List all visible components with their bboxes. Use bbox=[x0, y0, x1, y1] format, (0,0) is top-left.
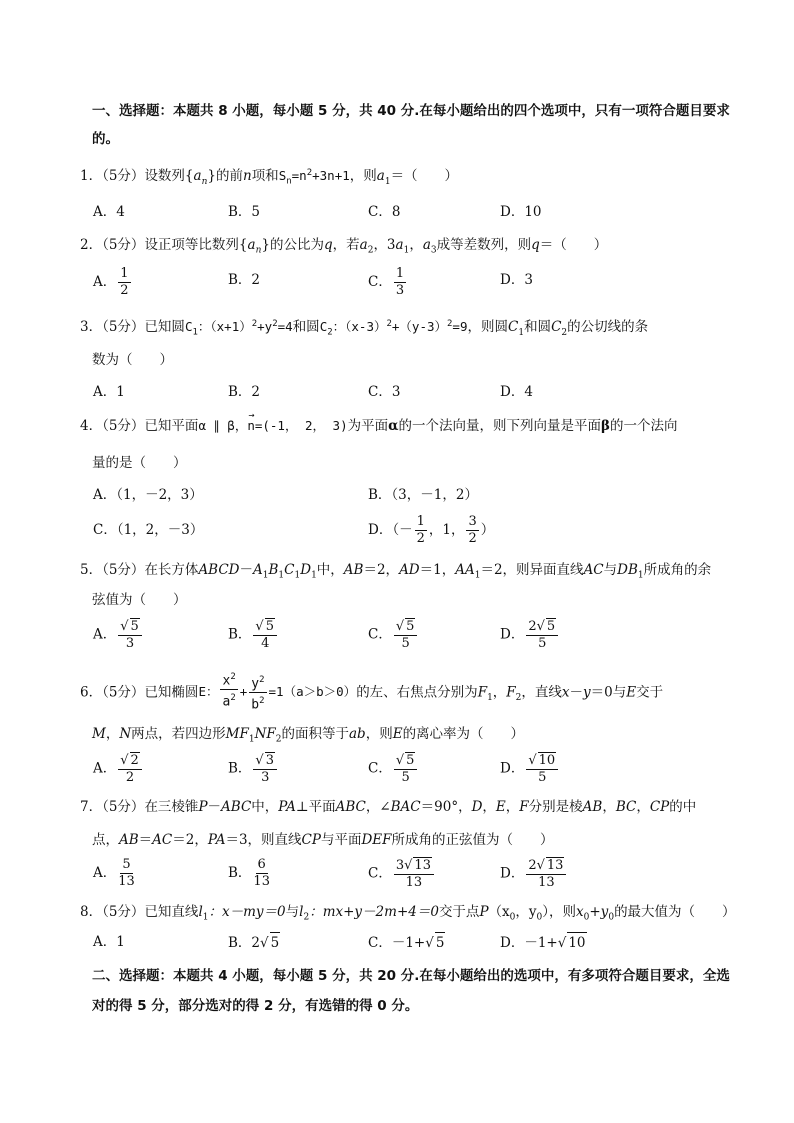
q3-option-d[interactable]: D．4 bbox=[500, 384, 533, 400]
q2-sub: 2 bbox=[367, 245, 374, 256]
q4-text: 的一个法向 bbox=[609, 418, 678, 434]
q2-text: ， bbox=[409, 237, 423, 253]
q4-option-a[interactable]: A．（1，－2，3） bbox=[93, 487, 203, 503]
q1-formula: $S_n=n^2+3n+1$ bbox=[278, 168, 350, 187]
q6-text: 已知椭圆 bbox=[144, 684, 199, 701]
q1-sub: n bbox=[201, 176, 208, 187]
q8-number: 8．（5分） bbox=[80, 904, 145, 920]
question-4: 4．（5分）已知平面α ∥ β， → n=(-1， 2， 3)为平面α的一个法向量，则下列向量是平面β的一个法向 bbox=[80, 410, 678, 434]
q6-ellipse-equation: E： $\frac{x^2}{a^2}$ + $\frac{y^2}{b^2}$ =1（a＞b＞0） bbox=[198, 684, 356, 699]
q2-option-d[interactable]: D．3 bbox=[500, 272, 533, 288]
q7-option-d[interactable]: D． $\frac{2√ 13}{13}$ bbox=[500, 857, 568, 891]
q3-circle-2: $C_2$：$(x-3)^2+(y-3)^2=9$ bbox=[319, 319, 468, 338]
q6-option-d[interactable]: D． $\frac{√ 10}{5}$ bbox=[500, 752, 560, 786]
q2-sub: n bbox=[255, 245, 262, 256]
q3-var: C bbox=[507, 319, 519, 336]
q7-option-b[interactable]: B． $\frac{6}{13}$ bbox=[228, 857, 270, 889]
q4-option-b[interactable]: B．（3，－1，2） bbox=[368, 487, 478, 503]
q2-var: a bbox=[422, 237, 431, 253]
question-5: 5．（5分）在长方体$ABCD-A_1B_1C_1D_1$中，AB＝2，AD＝1，$AA_1=2$，则异面直线AC与$DB_1$所成角的余 bbox=[80, 562, 712, 581]
q5-text: 所成角的余 bbox=[643, 562, 712, 578]
q2-var-q: q bbox=[531, 237, 540, 253]
q4-text: 的一个法向量，则下列向量是平面 bbox=[398, 418, 601, 434]
q2-var: a bbox=[247, 237, 256, 253]
q3-text: 和圆 bbox=[524, 319, 552, 336]
q6-option-b[interactable]: B． $\frac{√ 3}{3}$ bbox=[228, 752, 279, 786]
q2-text: ，若 bbox=[332, 237, 360, 253]
q2-text: ，3 bbox=[373, 237, 396, 253]
q6-option-a[interactable]: A． $\frac{√ 2}{2}$ bbox=[93, 752, 144, 786]
q5-option-a[interactable]: A． $\frac{√ 5}{3}$ bbox=[93, 618, 144, 652]
q1-option-c[interactable]: C．8 bbox=[368, 204, 401, 220]
q1-option-d[interactable]: D．10 bbox=[500, 204, 542, 220]
q1-var: a bbox=[376, 168, 385, 185]
q5-line-2: 弦值为（ ） bbox=[92, 592, 187, 608]
q8-option-b[interactable]: B．2√ 5 bbox=[228, 932, 280, 953]
q1-text: }的前 bbox=[207, 168, 243, 185]
q7-option-a[interactable]: A． $\frac{5}{13}$ bbox=[93, 857, 135, 889]
q2-var: a bbox=[359, 237, 368, 253]
q5-text: 中， bbox=[316, 562, 344, 578]
question-1 bbox=[80, 163, 458, 192]
q3-line-2: 数为（ ） bbox=[92, 352, 173, 368]
q6-line-2: M，N两点，若四边形$MF_1NF_2$的面积等于ab，则E的离心率为（ ） bbox=[92, 726, 525, 745]
q3-text: 的公切线的条 bbox=[567, 319, 649, 336]
q1-text: 设数列{ bbox=[144, 168, 194, 185]
q5-text: 在长方体 bbox=[144, 562, 199, 578]
q2-sub: 1 bbox=[403, 245, 410, 256]
section-1-header-line-2: 的。 bbox=[92, 131, 119, 147]
q7-number: 7．（5分） bbox=[80, 799, 145, 815]
q1-text: ，则 bbox=[349, 168, 377, 185]
q3-option-b[interactable]: B．2 bbox=[228, 384, 261, 400]
section-2-header-line-1: 二、选择题：本题共 4 小题，每小题 5 分，共 20 分.在每小题给出的选项中，有多项符合题目要求，全选 bbox=[92, 968, 730, 984]
question-6: 6．（5分）已知椭圆E： $\frac{x^2}{a^2}$ + $\frac{y^2}{b^2}$ =1（a＞b＞0）的左、右焦点分别为$F_1$，$F_2$，直线x－y＝0与E交于 bbox=[80, 672, 663, 714]
q6-text: 的左、右焦点分别为 bbox=[356, 684, 478, 701]
q3-option-a[interactable]: A．1 bbox=[93, 384, 125, 400]
q8-option-a[interactable]: A．1 bbox=[93, 934, 125, 950]
q1-number: 1．（5分） bbox=[80, 168, 145, 185]
q3-text: 已知圆 bbox=[144, 319, 185, 336]
q8-option-d[interactable]: D．－1+√ 10 bbox=[500, 932, 587, 953]
q1-text: 项和 bbox=[251, 168, 279, 185]
q7-line-2: 点，AB＝AC＝2，PA＝3，则直线CP与平面DEF所成角的正弦值为（ ） bbox=[92, 832, 554, 848]
q4-planes: α ∥ β， bbox=[198, 418, 248, 433]
q4-number: 4．（5分） bbox=[80, 418, 145, 434]
q5-option-d[interactable]: D． $\frac{2√ 5}{5}$ bbox=[500, 618, 560, 652]
q2-text: }的公比为 bbox=[261, 237, 324, 253]
q4-option-c[interactable]: C．（1，2，－3） bbox=[93, 522, 204, 538]
q4-option-d[interactable]: D．（－ $\frac{1}{2}$ ，1， $\frac{3}{2}$ ） bbox=[368, 514, 495, 546]
q3-number: 3．（5分） bbox=[80, 319, 145, 336]
q2-option-b[interactable]: B．2 bbox=[228, 272, 261, 288]
q6-option-c[interactable]: C． $\frac{√ 5}{5}$ bbox=[368, 752, 419, 786]
q1-sub: 1 bbox=[384, 176, 391, 187]
question-3: 3．（5分）已知圆$C_1$：$(x+1)^2+y^2=4$和圆$C_2$：$(x-3)^2+(y-3)^2=9$，则圆$C_1$和圆$C_2$的公切线的条 bbox=[80, 319, 649, 338]
question-8: 8．（5分）已知直线$l_1$：x－my＝0与$l_2$：mx+y－2m+4＝0交于点$P(x_0$，$y_0$），则$x_0+y_0$的最大值为（ ） bbox=[80, 904, 736, 923]
q4-line-2: 量的是（ ） bbox=[92, 455, 187, 471]
q2-number: 2．（5分） bbox=[80, 237, 145, 253]
q3-circle-1: $C_1$：$(x+1)^2+y^2=4$ bbox=[184, 319, 293, 338]
q3-text: 和圆 bbox=[292, 319, 320, 336]
q4-normal-vector: → n=(-1， 2， 3) bbox=[247, 410, 348, 433]
q2-text: 成等差数列，则 bbox=[436, 237, 532, 253]
question-2 bbox=[80, 235, 607, 261]
question-7: 7．（5分）在三棱锥P－ABC中，PA⊥平面ABC，∠BAC＝90°，D，E，F分别是棱AB，BC，CP的中 bbox=[80, 799, 697, 815]
q4-text: 已知平面 bbox=[144, 418, 199, 434]
q2-var: a bbox=[395, 237, 404, 253]
q3-text: ，则圆 bbox=[467, 319, 508, 336]
q1-option-a[interactable]: A．4 bbox=[93, 204, 125, 220]
q1-option-b[interactable]: B．5 bbox=[228, 204, 261, 220]
q7-option-c[interactable]: C． $\frac{3√ 13}{13}$ bbox=[368, 857, 436, 891]
q5-var: ABCD bbox=[198, 562, 240, 578]
q1-text: ＝（ ） bbox=[390, 168, 459, 185]
q2-text: 设正项等比数列{ bbox=[144, 237, 248, 253]
q2-option-c[interactable]: C． $\frac{1}{3}$ bbox=[368, 266, 405, 298]
q5-option-c[interactable]: C． $\frac{√ 5}{5}$ bbox=[368, 618, 419, 652]
q2-var-q: q bbox=[323, 237, 333, 253]
q3-var: C bbox=[551, 319, 562, 336]
q3-option-c[interactable]: C．3 bbox=[368, 384, 401, 400]
q2-text: ＝（ ） bbox=[539, 237, 608, 253]
q6-number: 6．（5分） bbox=[80, 684, 145, 701]
section-2-header-line-2: 对的得 5 分，部分选对的得 2 分，有选错的得 0 分。 bbox=[92, 998, 419, 1014]
q1-var: a bbox=[193, 168, 202, 185]
q5-option-b[interactable]: B． $\frac{√ 5}{4}$ bbox=[228, 618, 279, 652]
q2-option-a[interactable]: A． $\frac{1}{2}$ bbox=[93, 266, 129, 298]
q2-sub: 3 bbox=[430, 245, 437, 256]
q8-option-c[interactable]: C．－1+√ 5 bbox=[368, 932, 445, 953]
q5-number: 5．（5分） bbox=[80, 562, 145, 578]
q4-text: 为平面 bbox=[347, 418, 389, 434]
q1-var: n bbox=[242, 168, 252, 185]
section-1-header-line-1: 一、选择题：本题共 8 小题，每小题 5 分，共 40 分.在每小题给出的四个选项中，只有一项符合题目要求 bbox=[92, 103, 730, 119]
